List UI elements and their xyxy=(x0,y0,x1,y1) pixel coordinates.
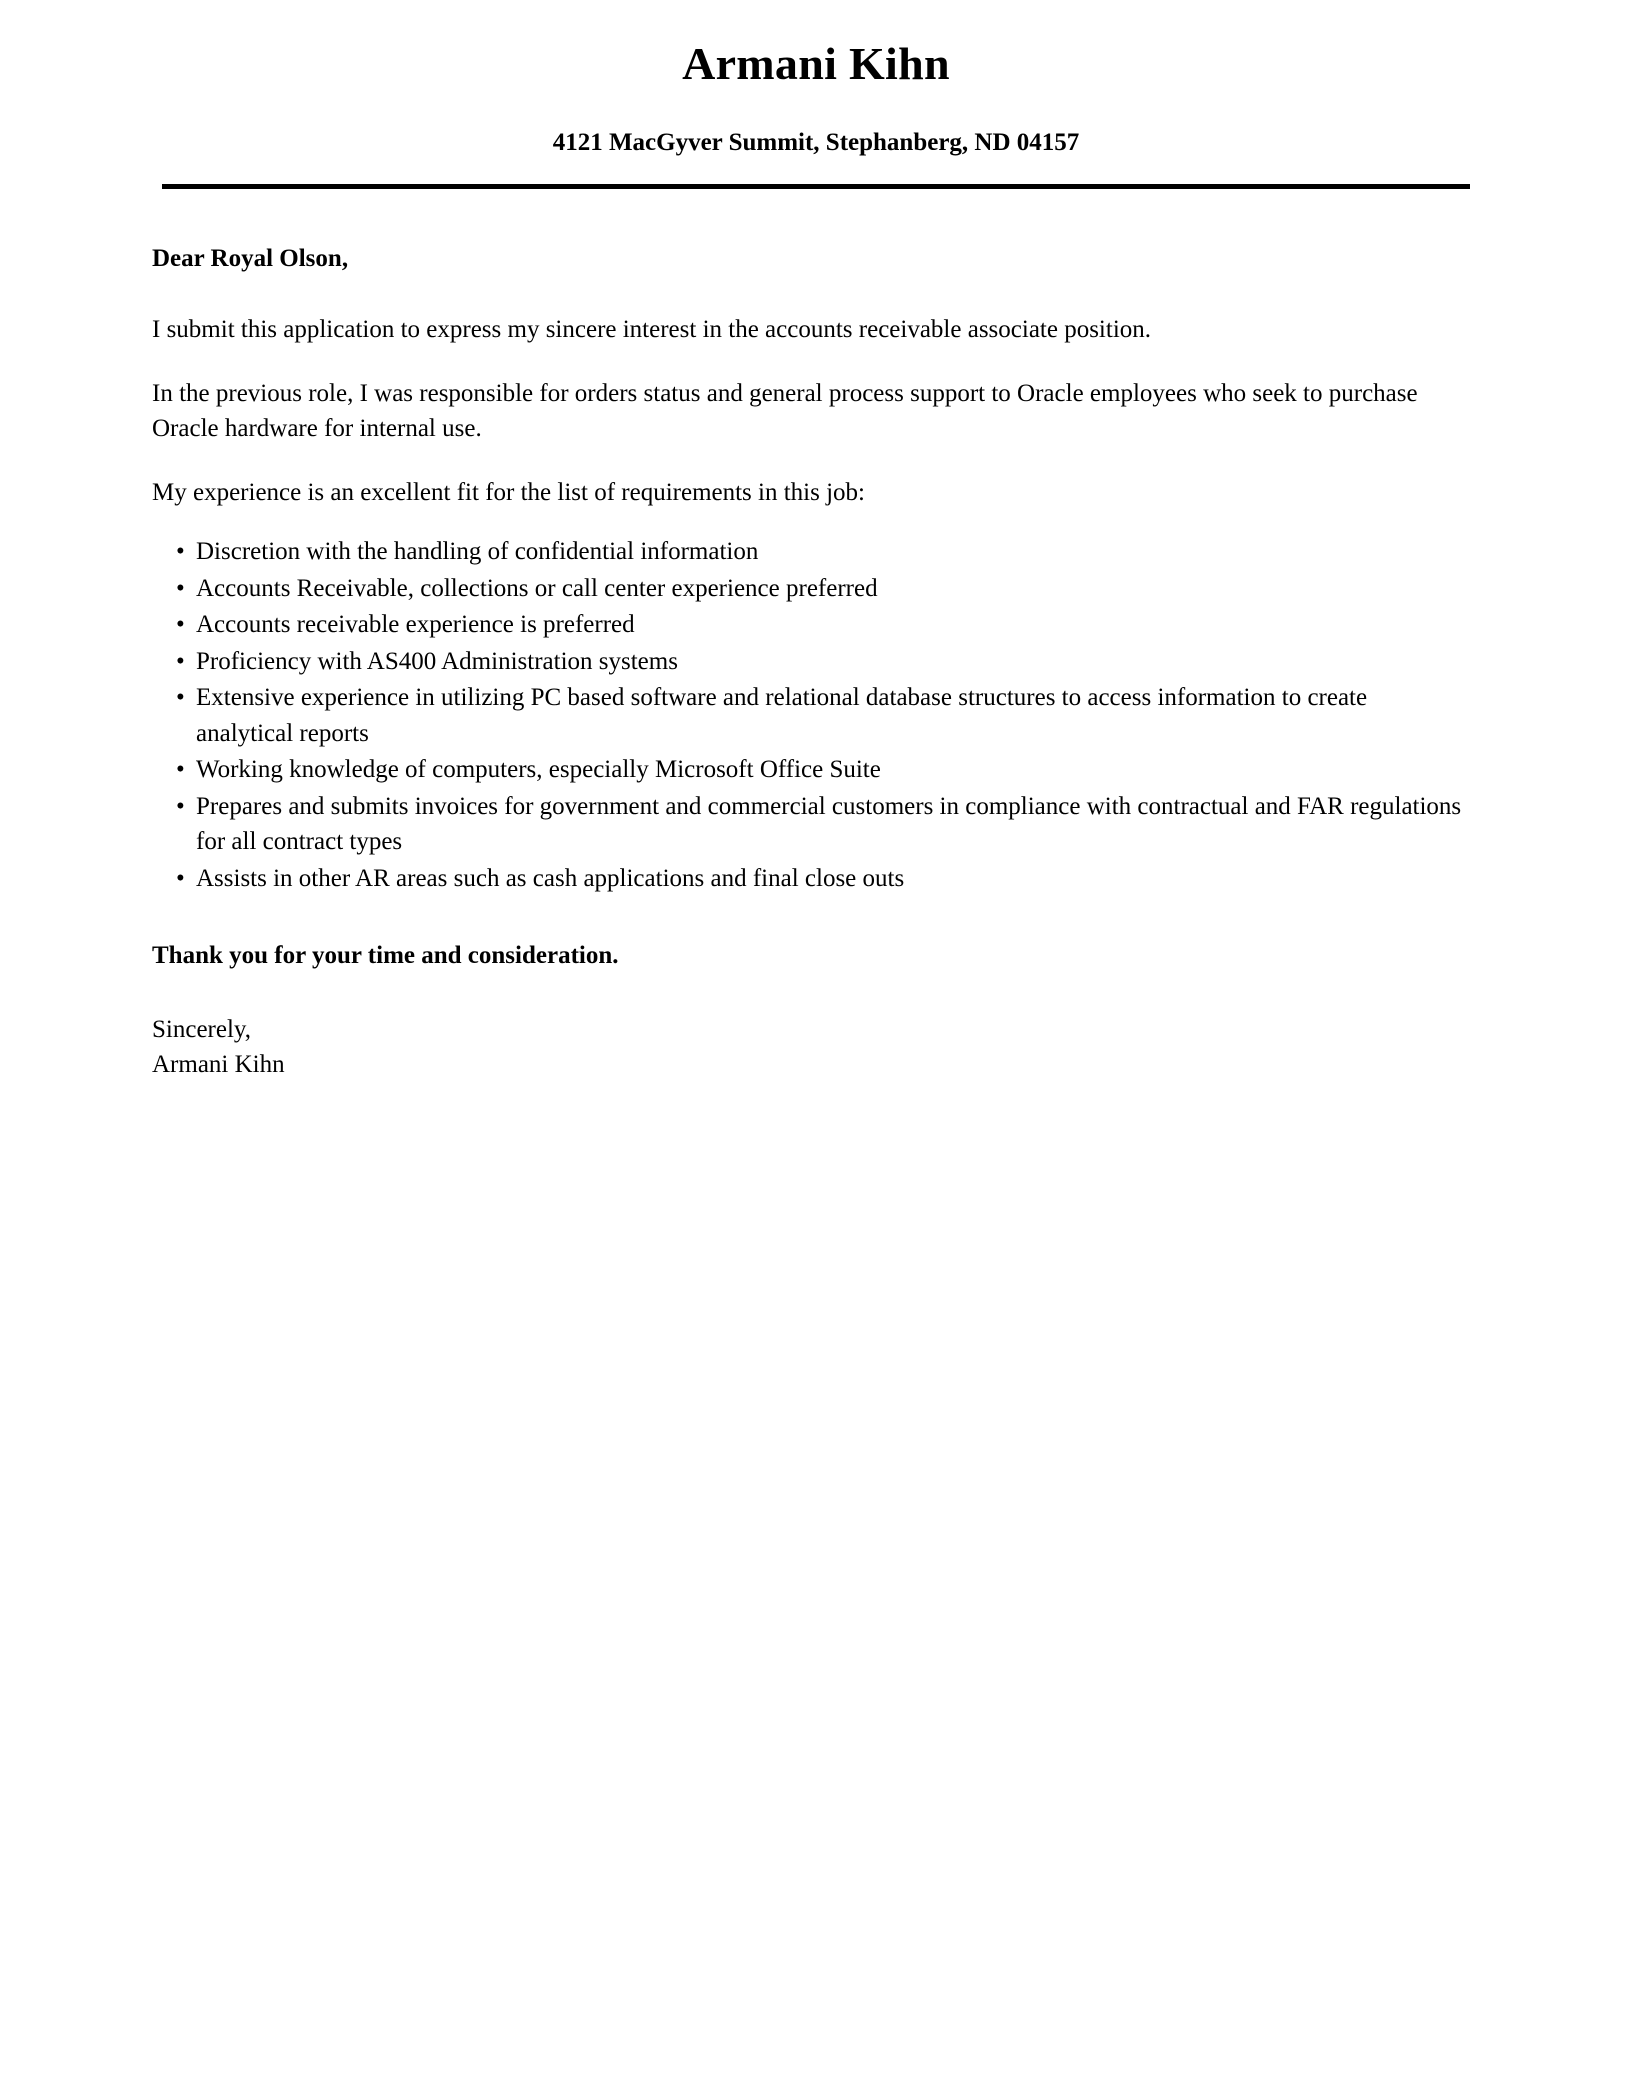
signature-name: Armani Kihn xyxy=(152,1051,285,1079)
letter-body xyxy=(0,189,1632,1083)
list-item-label: Working knowledge of computers, especially Microsoft Office Suite xyxy=(196,756,881,784)
list-item xyxy=(152,680,1470,751)
bullet-icon: • xyxy=(176,684,185,712)
bullet-icon: • xyxy=(176,792,185,820)
list-item xyxy=(152,789,1470,860)
list-item xyxy=(152,861,1470,897)
list-item xyxy=(152,752,1470,788)
list-item-label: Prepares and submits invoices for government and commercial customers in compliance with contractual and FAR regulations for all contract types xyxy=(196,792,1462,856)
list-item-label: Accounts Receivable, collections or call center experience preferred xyxy=(196,574,878,602)
list-item-label: Assists in other AR areas such as cash applications and final close outs xyxy=(196,864,905,892)
bullet-icon: • xyxy=(176,611,185,639)
signature-block xyxy=(152,1012,1472,1083)
closing-thanks: Thank you for your time and consideration. xyxy=(152,942,619,970)
body-paragraph-1: I submit this application to express my sincere interest in the accounts receivable associate position. xyxy=(152,316,1152,344)
list-item-label: Extensive experience in utilizing PC based software and relational database structures to access information to create analytical reports xyxy=(196,684,1368,747)
requirements-list xyxy=(152,534,1470,896)
requirements-intro: My experience is an excellent fit for the list of requirements in this job: xyxy=(152,478,865,506)
bullet-icon: • xyxy=(176,864,185,892)
list-item xyxy=(152,644,1470,680)
bullet-icon: • xyxy=(176,647,185,675)
signoff-valediction: Sincerely, xyxy=(152,1015,252,1043)
body-paragraph-2: In the previous role, I was responsible for orders status and general process support to Oracle employees who seek to purchase Oracle hardware for internal use. xyxy=(152,379,1418,443)
list-item xyxy=(152,607,1470,643)
bullet-icon: • xyxy=(176,756,185,784)
letterhead xyxy=(0,0,1632,189)
bullet-icon: • xyxy=(176,574,185,602)
candidate-name: Armani Kihn xyxy=(682,38,950,89)
candidate-address: 4121 MacGyver Summit, Stephanberg, ND 04157 xyxy=(552,128,1080,156)
list-item xyxy=(152,571,1470,607)
bullet-icon: • xyxy=(176,538,185,566)
list-item-label: Accounts receivable experience is preferred xyxy=(196,611,635,639)
list-item xyxy=(152,534,1470,570)
salutation: Dear Royal Olson, xyxy=(152,244,349,272)
list-item-label: Discretion with the handling of confidential information xyxy=(196,538,759,566)
list-item-label: Proficiency with AS400 Administration systems xyxy=(196,647,678,675)
